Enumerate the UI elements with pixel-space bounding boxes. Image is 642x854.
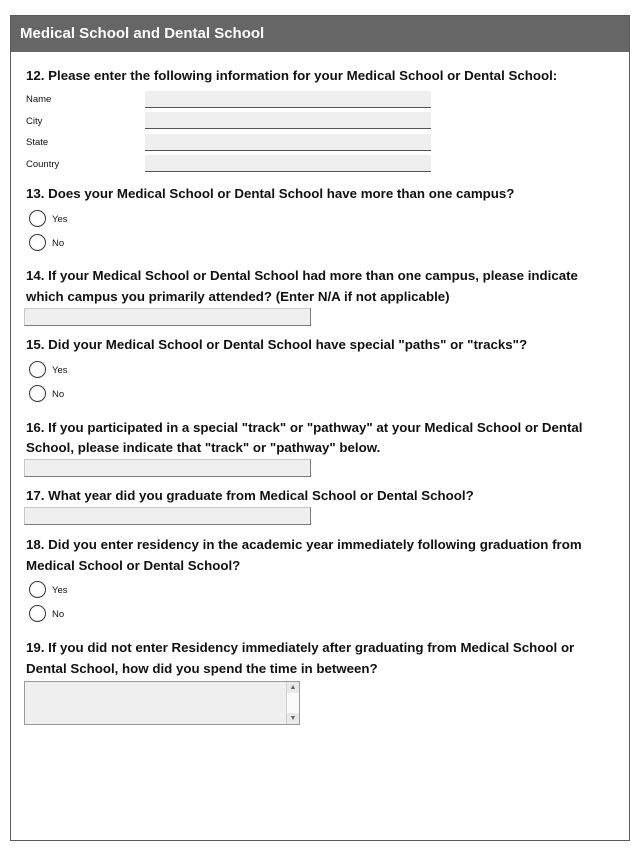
q18-yes-radio[interactable] — [29, 581, 46, 598]
question-14-line2: which campus you primarily attended? (Enter N/A if not applicable) — [26, 289, 450, 304]
question-12: 12. Please enter the following information for your Medical School or Dental School: — [26, 68, 558, 83]
time-between-textarea[interactable] — [24, 681, 300, 725]
country-input[interactable] — [145, 155, 431, 172]
question-18-line2: Medical School or Dental School? — [26, 558, 241, 573]
question-16-line2: School, please indicate that "track" or "pathway" below. — [26, 440, 381, 455]
q13-no-label: No — [52, 238, 65, 249]
scroll-up-arrow-icon[interactable]: ▲ — [287, 682, 299, 693]
city-label: City — [26, 116, 43, 127]
question-19-line2: Dental School, how did you spend the time in between? — [26, 661, 378, 676]
q15-yes-radio[interactable] — [29, 361, 46, 378]
city-input[interactable] — [145, 112, 431, 129]
question-13: 13. Does your Medical School or Dental School have more than one campus? — [26, 186, 515, 201]
track-input[interactable] — [24, 459, 311, 477]
q15-yes-label: Yes — [52, 365, 68, 376]
scroll-down-arrow-icon[interactable]: ▼ — [287, 713, 299, 724]
q18-yes-label: Yes — [52, 585, 68, 596]
question-17: 17. What year did you graduate from Medical School or Dental School? — [26, 488, 474, 503]
country-label: Country — [26, 159, 60, 170]
question-14-line1: 14. If your Medical School or Dental School had more than one campus, please indicate — [26, 268, 578, 283]
survey-form — [10, 15, 630, 841]
name-input[interactable] — [145, 91, 431, 108]
q13-no-radio[interactable] — [29, 234, 46, 251]
q18-no-radio[interactable] — [29, 605, 46, 622]
q15-no-radio[interactable] — [29, 385, 46, 402]
q15-no-label: No — [52, 389, 65, 400]
state-label: State — [26, 137, 49, 148]
state-input[interactable] — [145, 134, 431, 151]
question-19-line1: 19. If you did not enter Residency immediately after graduating from Medical School or — [26, 640, 575, 655]
campus-input[interactable] — [24, 308, 311, 326]
section-header: Medical School and Dental School — [11, 16, 629, 52]
question-18-line1: 18. Did you enter residency in the academic year immediately following graduation from — [26, 537, 582, 552]
q13-yes-label: Yes — [52, 214, 68, 225]
graduation-year-input[interactable] — [24, 507, 311, 525]
question-16-line1: 16. If you participated in a special "track" or "pathway" at your Medical School or Dental — [26, 420, 583, 435]
q13-yes-radio[interactable] — [29, 210, 46, 227]
q18-no-label: No — [52, 609, 65, 620]
textarea-scrollbar[interactable] — [286, 682, 299, 724]
question-15: 15. Did your Medical School or Dental School have special "paths" or "tracks"? — [26, 337, 528, 352]
name-label: Name — [26, 94, 52, 105]
